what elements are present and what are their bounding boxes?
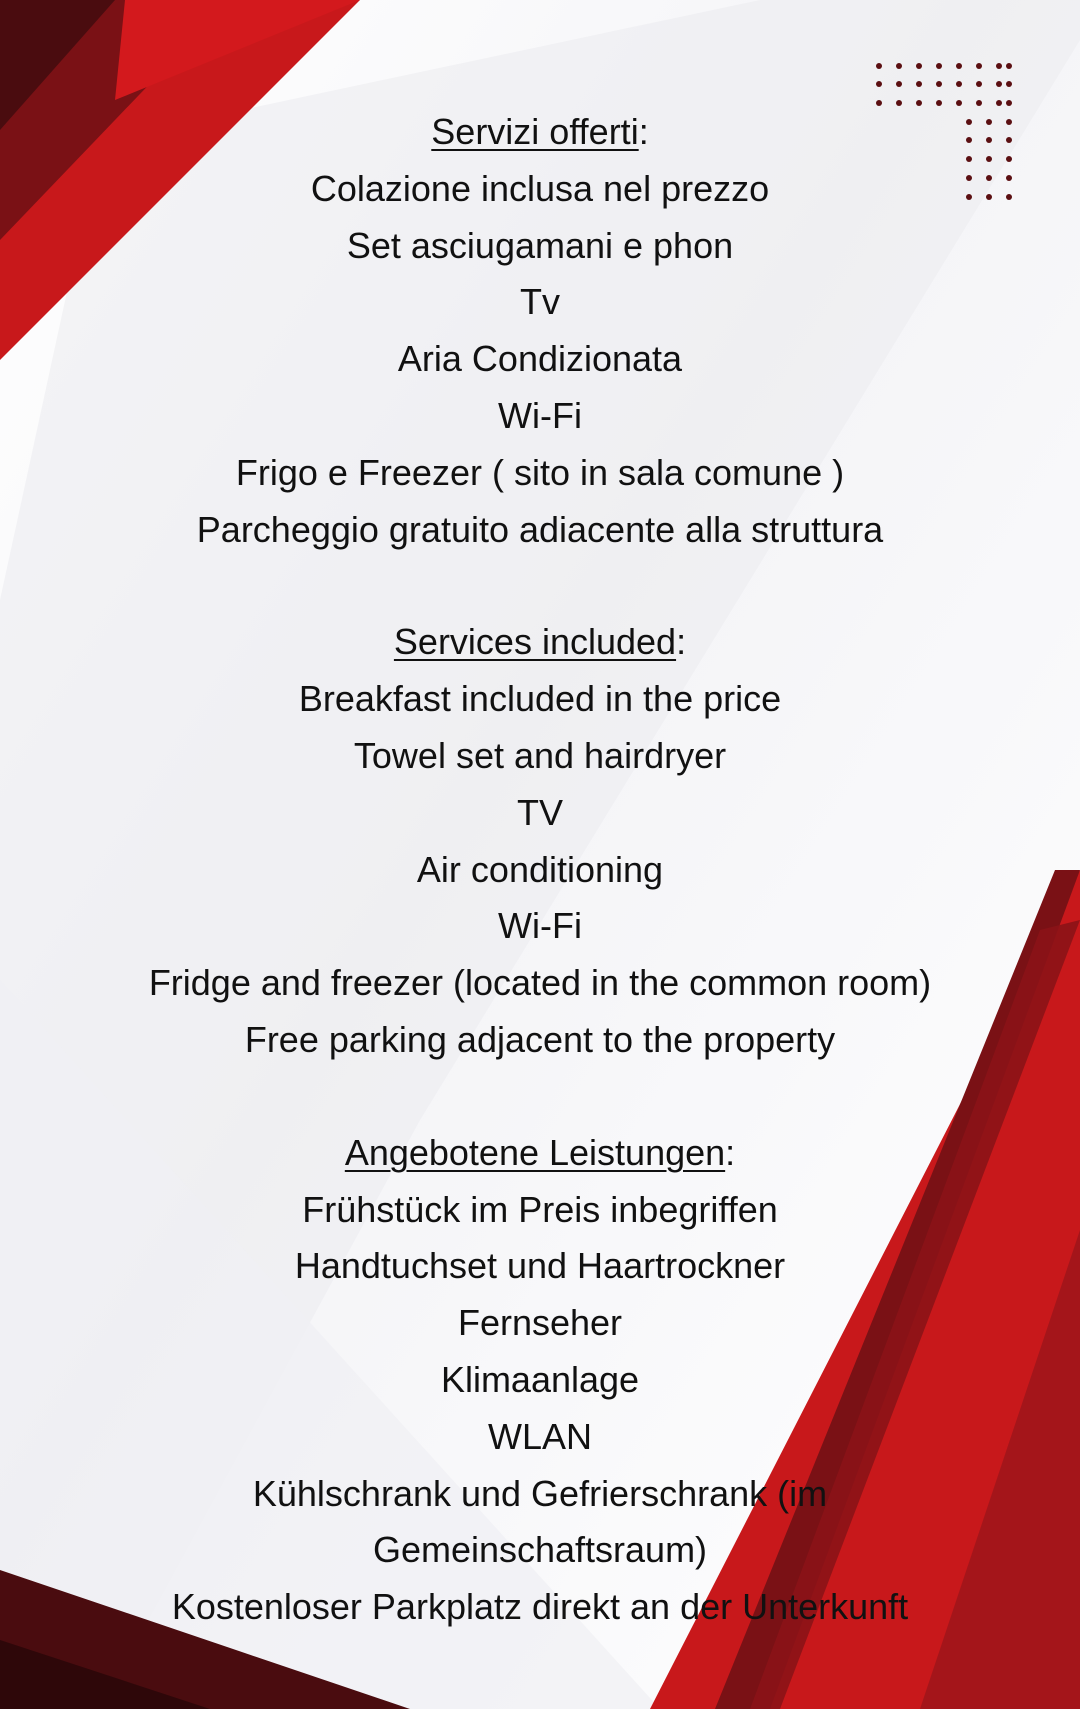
section-english — [60, 614, 1020, 1068]
list-item: Aria Condizionata — [397, 338, 683, 380]
section-heading-italian: Servizi offerti: — [431, 111, 649, 152]
services-list — [60, 104, 1020, 1692]
list-item: Parcheggio gratuito adiacente alla struttura — [196, 508, 884, 550]
list-item: Set asciugamani e phon — [346, 224, 734, 266]
list-item: Frigo e Freezer ( sito in sala comune ) — [235, 451, 845, 493]
list-item: Wi-Fi — [498, 394, 582, 436]
section-heading-english: Services included: — [393, 621, 687, 663]
list-item: Frühstück im Preis inbegriffen — [302, 1188, 778, 1230]
list-item: Breakfast included in the price — [298, 678, 782, 720]
list-item: Klimaanlage — [440, 1358, 640, 1400]
section-italian — [60, 104, 1020, 558]
list-item: Kühlschrank und Gefrierschrank (im Gemeinschaftsraum) — [252, 1472, 828, 1571]
list-item: Handtuchset und Haartrockner — [294, 1245, 786, 1287]
section-heading-german: Angebotene Leistungen: — [344, 1131, 736, 1173]
list-item: Towel set and hairdryer — [353, 734, 727, 776]
section-german — [60, 1125, 1020, 1636]
list-item: Fridge and freezer (located in the common room) — [148, 962, 932, 1004]
list-item: TV — [516, 791, 563, 833]
list-item: Air conditioning — [416, 848, 664, 890]
list-item: Wi-Fi — [498, 905, 582, 947]
list-item: Tv — [520, 281, 560, 323]
list-item: Fernseher — [457, 1302, 623, 1344]
list-item: Kostenloser Parkplatz direkt an der Unterkunft — [171, 1586, 909, 1628]
list-item: Colazione inclusa nel prezzo — [310, 167, 770, 209]
list-item: WLAN — [487, 1415, 592, 1457]
list-item: Free parking adjacent to the property — [244, 1018, 836, 1060]
